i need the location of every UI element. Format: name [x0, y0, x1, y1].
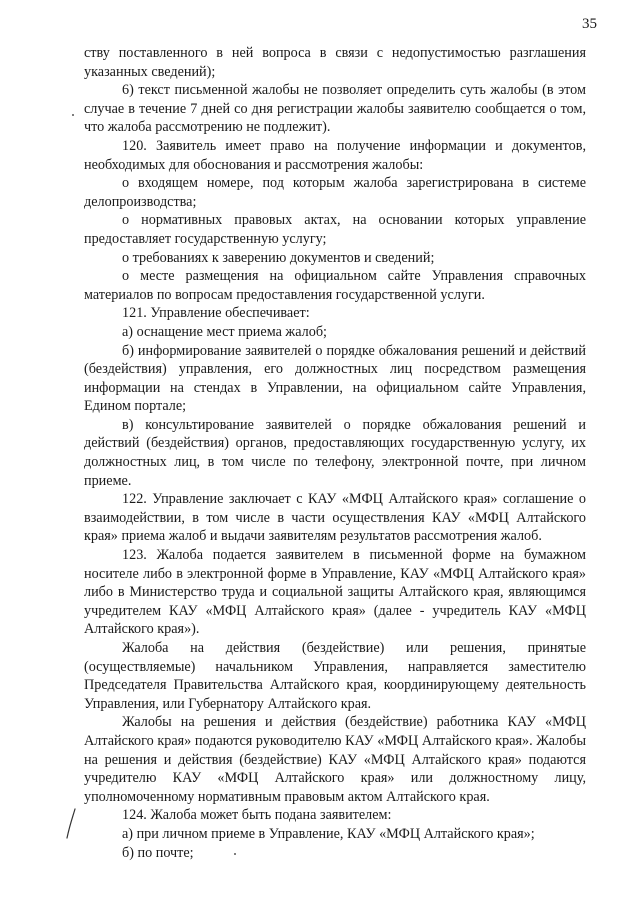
paragraph: Жалобы на решения и действия (бездействие) работника КАУ «МФЦ Алтайского края» подаются руководителю КАУ «МФЦ Алтайского края». Жалобы на решения и действия (бездействие) КАУ «МФЦ Алтайского края» подаются учредителю КАУ «МФЦ Алтайского края» или должностному лицу, уполномоченному нормативным правовым актом Алтайского края. [84, 714, 586, 805]
paragraph: в) консультирование заявителей о порядке обжалования решений и действий (бездействия) органов, предоставляющих государственную услугу, их должностных лиц, в том числе по телефону, электронной почте, при личном приеме. [84, 416, 586, 489]
paragraph: о входящем номере, под которым жалоба зарегистрирована в системе делопроизводства; [84, 175, 586, 210]
paragraph: б) информирование заявителей о порядке обжалования решений и действий (бездействия) управления, его должностных лиц посредством размещения информации на стендах в Управлении, на официальном сайте Управления, Едином портале; [84, 342, 586, 415]
paragraph: а) оснащение мест приема жалоб; [122, 323, 327, 340]
paragraph: ству поставленного в ней вопроса в связи с недопустимостью разглашения указанных сведений); [84, 45, 586, 80]
page-number: 35 [582, 16, 597, 32]
paragraph: 124. Жалоба может быть подана заявителем: [122, 807, 392, 824]
paragraph: 123. Жалоба подается заявителем в письменной форме на бумажном носителе либо в электронной форме в Управление, КАУ «МФЦ Алтайского края» либо в Министерство труда и социальной защиты Алтайского края, являющимся учредителем КАУ «МФЦ Алтайского края» (далее - учредитель КАУ «МФЦ Алтайского края»). [84, 547, 586, 638]
paragraph: а) при личном приеме в Управление, КАУ «МФЦ Алтайского края»; [122, 825, 535, 842]
paragraph: Жалоба на действия (бездействие) или решения, принятые (осуществляемые) начальником Управления, направляется заместителю Председателя Правительства Алтайского края, координирующему деятельность Управления, или Губернатору Алтайского края. [84, 640, 586, 712]
paragraph: о нормативных правовых актах, на основании которых управление предоставляет государственную услугу; [84, 212, 586, 247]
paragraph: б) по почте; [122, 844, 194, 861]
pen-mark [64, 808, 78, 840]
paragraph: 120. Заявитель имеет право на получение информации и документов, необходимых для обоснования и рассмотрения жалобы: [84, 137, 586, 173]
paragraph: о месте размещения на официальном сайте Управления справочных материалов по вопросам предоставления государственной услуги. [84, 268, 586, 303]
scan-speck [234, 853, 236, 855]
paragraph: 121. Управление обеспечивает: [122, 305, 310, 322]
paragraph: 122. Управление заключает с КАУ «МФЦ Алтайского края» соглашение о взаимодействии, в том числе в части осуществления КАУ «МФЦ Алтайского края» приема жалоб и выдачи заявителям результатов рассмотрения жалоб. [84, 491, 586, 545]
paragraph: 6) текст письменной жалобы не позволяет определить суть жалобы (в этом случае в течение 7 дней со дня регистрации жалобы заявителю сообщается о том, что жалоба рассмотрению не подлежит). [84, 82, 586, 136]
paragraph: о требованиях к заверению документов и сведений; [122, 249, 435, 266]
document-body [84, 44, 586, 862]
scan-speck [72, 114, 74, 116]
